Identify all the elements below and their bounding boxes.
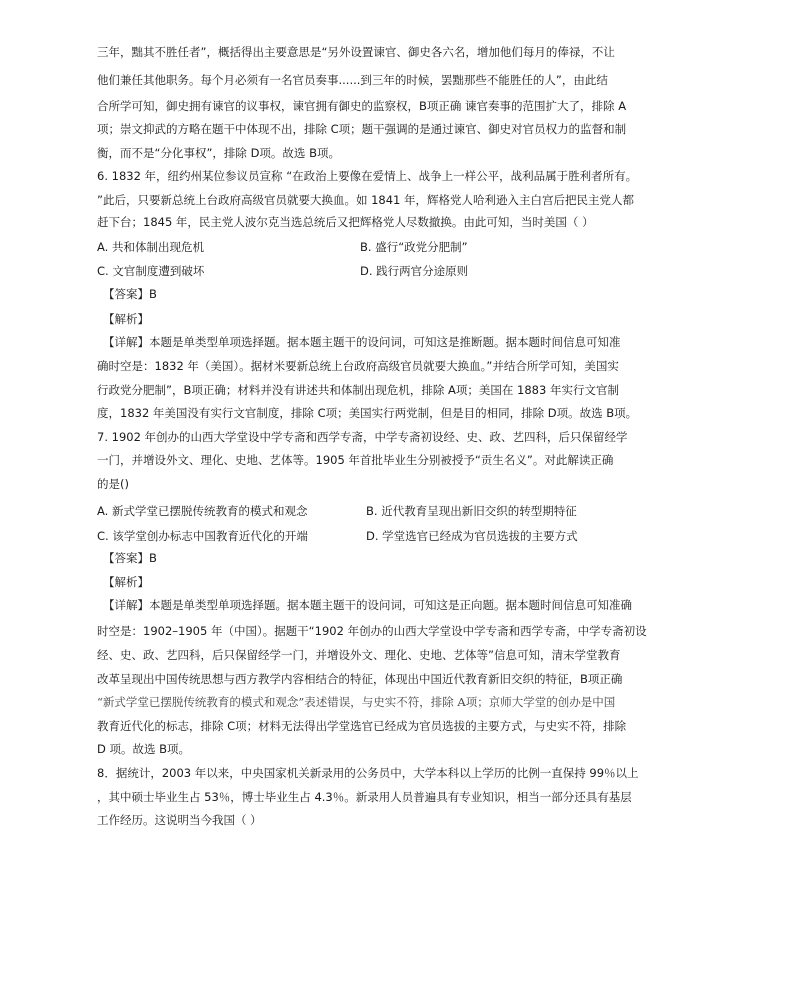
q7-detail-line: 经、史、政、艺四科，后只保留经学一门，并增设外文、理化、史地、艺体等”信息可知，清末学堂教育 <box>97 648 621 662</box>
q7-option-b: B. 近代教育呈现出新旧交织的转型期特征 <box>366 504 577 518</box>
q6-stem-line: 赶下台；1845 年，民主党人波尔克当选总统后又把辉格党人尽数撤换。由此可知，当时美国（ ） <box>97 215 594 229</box>
q7-stem-line: 一门，并增设外文、理化、史地、艺体等。1905 年首批毕业生分别被授予“贡生名义”。对此解读正确 <box>97 453 614 467</box>
q8-stem-line: 工作经历。这说明当今我国（ ） <box>97 813 262 827</box>
intro-line: 衡，而不是“分化事权”，排除 D项。故选 B项。 <box>97 146 340 160</box>
q6-detail-line: 确时空是：1832 年（美国）。据材米要新总统上台政府高级官员就要大换血。”并结合所学可知，美国实 <box>97 359 619 373</box>
q7-detail-line: 改革呈现出中国传统思想与西方教学内容相结合的特征，体现出中国近代教育新旧交织的特征，B项正确 <box>97 672 623 686</box>
q6-stem-line: 6. 1832 年，纽约州某位参议员宣称 “在政治上要像在爱情上、战争上一样公平，战利品属于胜利者所有。 <box>97 169 638 183</box>
q6-analysis-label: 【解析】 <box>103 312 149 326</box>
q8-stem-line: ，其中硕士毕业生占 53％，博士毕业生占 4.3％。新录用人员普遍具有专业知识，相当一部分还具有基层 <box>97 790 632 804</box>
q7-analysis-label: 【解析】 <box>103 575 149 589</box>
q7-detail-line: 时空是：1902–1905 年（中国）。据题干“1902 年创办的山西大学堂设中学专斋和西学专斋，中学专斋初设 <box>97 624 647 638</box>
q7-option-c: C. 该学堂创办标志中国教育近代化的开端 <box>97 529 308 543</box>
q8-stem-line: 8．据统计，2003 年以来，中央国家机关新录用的公务员中，大学本科以上学历的比例一直保持 99％以上 <box>97 766 639 780</box>
intro-line: 合所学可知，御史拥有谏官的议事权，谏官拥有御史的监察权，B项正确 谏官奏事的范围扩大了，排除 A <box>97 99 627 113</box>
q7-option-a: A. 新式学堂已摆脱传统教育的模式和观念 <box>97 504 308 518</box>
q6-option-d: D. 践行两官分途原则 <box>360 264 469 278</box>
q6-detail-line: 【详解】本题是单类型单项选择题。据本题主题干的设问词，可知这是推断题。据本题时间信息可知准 <box>103 335 621 349</box>
q6-option-b: B. 盛行“政党分肥制” <box>360 240 468 254</box>
intro-line: 三年，黜其不胜任者”，概括得出主要意思是“另外设置谏官、御史各六名，增加他们每月的俸禄，不让 <box>97 45 615 59</box>
intro-line: 他们兼任其他职务。每个月必须有一名官员奏事......到三年的时候，罢黜那些不能胜任的人”，由此结 <box>97 73 608 87</box>
q7-detail-line: 教育近代化的标志，排除 C项；材料无法得出学堂选官已经成为官员选拔的主要方式，与史实不符，排除 <box>97 719 627 733</box>
q7-stem-line: 的是() <box>97 477 129 491</box>
q7-detail-line: 【详解】本题是单类型单项选择题。据本题主题干的设问词，可知这是正向题。据本题时间信息可知准确 <box>103 598 632 612</box>
q6-option-a: A. 共和体制出现危机 <box>97 240 204 254</box>
q7-detail-line: “新式学堂已摆脱传统教育的模式和观念”表述错误，与史实不符，排除 A项；京师大学堂的创办是中国 <box>97 695 616 709</box>
q7-stem-line: 7. 1902 年创办的山西大学堂设中学专斋和西学专斋，中学专斋初设经、史、政、艺四科，后只保留经学 <box>97 430 628 444</box>
q6-detail-line: 行政党分肥制”，B项正确；材料并没有讲述共和体制出现危机，排除 A项；美国在 1883 年实行文官制 <box>97 383 619 397</box>
q7-answer: 【答案】B <box>103 551 157 565</box>
q7-option-d: D. 学堂选官已经成为官员选拔的主要方式 <box>366 529 578 543</box>
q7-detail-line: D 项。故选 B项。 <box>97 742 191 756</box>
q6-answer: 【答案】B <box>103 287 157 301</box>
q6-stem-line: ”此后，只要新总统上台政府高级官员就要大换血。如 1841 年，辉格党人哈利逊入主白宫后把民主党人都 <box>97 193 635 207</box>
q6-detail-line: 度，1832 年美国没有实行文官制度，排除 C项；美国实行两党制，但是目的相同，排除 D项。故选 B项。 <box>97 406 638 420</box>
q6-option-c: C. 文官制度遭到破坏 <box>97 264 205 278</box>
intro-line: 项；崇文抑武的方略在题干中体现不出，排除 C项；题干强调的是通过谏官、御史对官员权力的监督和制 <box>97 122 627 136</box>
